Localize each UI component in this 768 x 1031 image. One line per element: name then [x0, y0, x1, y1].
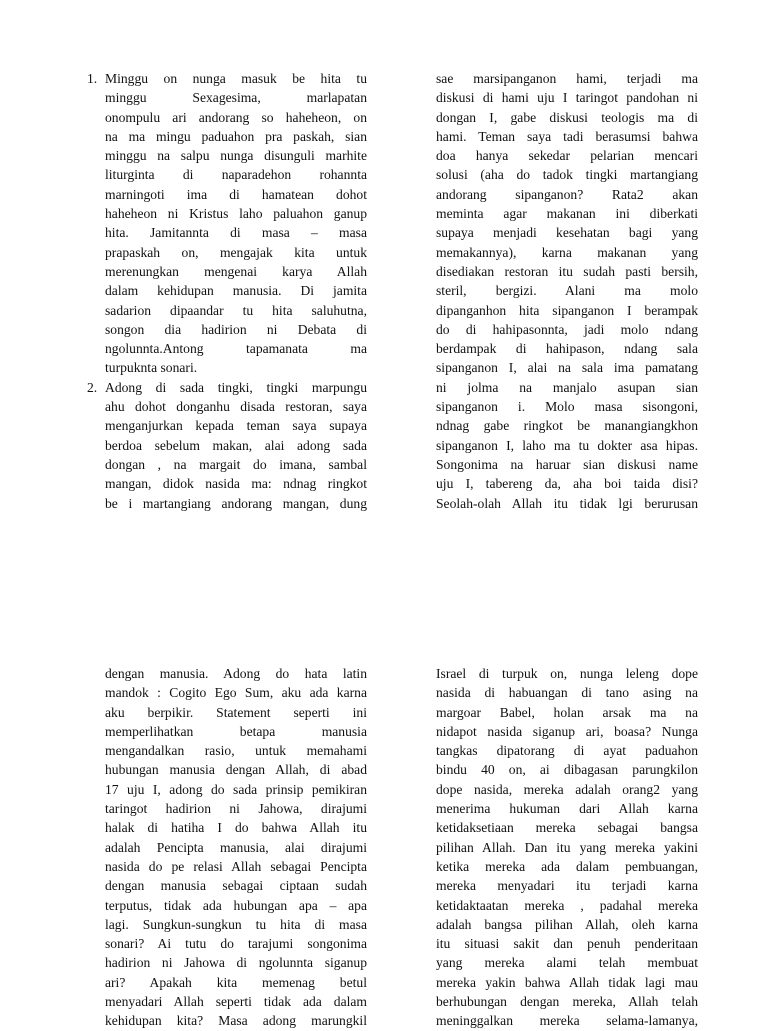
text-line: ndnag gabe ringkot be manangiangkhon — [436, 418, 698, 434]
text-line: meminta agar makanan ini diberkati — [436, 206, 698, 222]
text-line: dengan manusia. Adong do hata latin — [105, 666, 367, 681]
text-line: ahu dohot donganhu disada restoran, saya — [105, 399, 367, 415]
text-line: uju I, tabereng da, aha boi taida disi? — [436, 476, 698, 492]
text-line: turpuknta sonari. — [105, 360, 198, 376]
text-line: mereka menyadari itu terjadi karna — [436, 878, 698, 894]
text-line: minggu na salpu nunga disunguli marhite — [105, 148, 367, 164]
text-line: ni jolma na manjalo asupan sian — [436, 379, 698, 395]
text-line: meninggalkan mereka selama-lamanya, — [436, 1013, 698, 1029]
text-line: liturginta di naparadehon rohannta — [105, 167, 367, 183]
text-line: prapaskah on, mengajak kita untuk — [105, 244, 367, 260]
text-line: mengandalkan rasio, untuk memahami — [105, 743, 367, 759]
numbered-paragraph-2 — [87, 378, 367, 513]
text-line: nasida do pe relasi Allah sebagai Pencipta — [105, 858, 367, 874]
text-line: sipanganon i. Molo masa sisongoni, — [436, 399, 698, 415]
text-line: menyadari Allah seperti tidak ada dalam — [105, 994, 367, 1010]
text-line: doa hanya sekedar pelarian mencari — [436, 148, 698, 164]
text-line: sipanganon I, laho ma tu dokter asa hipas. — [436, 437, 698, 453]
text-line: nidapot nasida siganup ari, boasa? Nunga — [436, 723, 698, 739]
text-line: be i martangiang andorang mangan, dung — [105, 495, 367, 511]
text-line: na ma mingu paduahon pra paskah, sian — [105, 128, 367, 144]
text-line: solusi (aha do tadok tingki martangiang — [436, 167, 698, 183]
text-line: ari? Apakah kita memenag betul — [105, 974, 367, 990]
text-line: dipanganhon hita sipanganon I berampak — [436, 302, 698, 318]
text-line: Seolah-olah Allah itu tidak lgi berurusan — [436, 495, 698, 511]
text-line: Israel di turpuk on, nunga leleng dope — [436, 666, 698, 681]
text-line: minggu Sexagesima, marlapatan — [105, 90, 367, 106]
column-bottom-right — [436, 664, 698, 1031]
text-line: itu situasi sakit dan penuh penderitaan — [436, 936, 698, 952]
text-line: dongan I, gabe diskusi teologis ma di — [436, 109, 698, 125]
text-line: ketika mereka ada dalam pembuangan, — [436, 858, 698, 874]
text-line: hadirion ni Jahowa di ngolunnta siganup — [105, 955, 367, 971]
text-line: nasida di habuangan di tano asing na — [436, 685, 698, 701]
text-line: onompulu ari andorang so haheheon, on — [105, 109, 367, 125]
text-line: yang mereka alami telah membuat — [436, 955, 698, 971]
text-line: hubungan manusia dengan Allah, di abad — [105, 762, 367, 778]
text-line: diskusi di hami uju I taringot pandohan ni — [436, 90, 698, 106]
text-line: disediakan restoran itu sudah pasti bersih, — [436, 263, 698, 279]
text-line: sonari? Ai tutu do tarajumi songonima — [105, 936, 367, 952]
text-line: pilihan Allah. Dan itu yang mereka yakini — [436, 839, 698, 855]
text-line: margoar Babel, holan arsak ma na — [436, 704, 698, 720]
text-line: haheheon ni Kristus laho paluahon ganup — [105, 206, 367, 222]
column-top-right — [436, 69, 698, 513]
text-line: sipanganon I, alai na sala ima pamatang — [436, 360, 698, 376]
text-line: terputus, tidak ada hubungan apa – apa — [105, 897, 367, 913]
text-line: taringot hadirion ni Jahowa, dirajumi — [105, 801, 367, 817]
column-bottom-left — [105, 664, 367, 1031]
text-line: menerima hukuman dari Allah karna — [436, 801, 698, 817]
text-line: adalah bangsa pilihan Allah, oleh karna — [436, 916, 698, 932]
text-line: mangan, didok nasida ma: ndnag ringkot — [105, 476, 367, 492]
text-line: dengan manusia sebagai ciptaan sudah — [105, 878, 367, 894]
text-line: berhubungan dengan mereka, Allah telah — [436, 994, 698, 1010]
text-line: lagi. Sungkun-sungkun tu hita di masa — [105, 916, 367, 932]
text-line: steril, bergizi. Alani ma molo — [436, 283, 698, 299]
text-line: ketidaksetiaan mereka sebagai bangsa — [436, 820, 698, 836]
text-line: songon dia hadirion ni Debata di — [105, 321, 367, 337]
text-line: mereka yakin bahwa Allah tidak lagi mau — [436, 974, 698, 990]
text-line: berdoa sebelum makan, alai adong sada — [105, 437, 367, 453]
text-line: Adong di sada tingki, tingki marpungu — [105, 379, 367, 395]
text-line: ketidaktaatan mereka , padahal mereka — [436, 897, 698, 913]
text-line: adalah Pencipta manusia, alai dirajumi — [105, 839, 367, 855]
text-line: ngolunnta.Antong tapamanata ma — [105, 341, 367, 357]
text-line: memakannya), karna makanan yang — [436, 244, 698, 260]
text-line: halak di hatiha I do bahwa Allah itu — [105, 820, 367, 836]
text-line: Minggu on nunga masuk be hita tu — [105, 71, 367, 86]
text-line: marningoti ima di hamatean dohot — [105, 186, 367, 202]
text-line: kehidupan kita? Masa adong marungkil — [105, 1013, 367, 1029]
text-line: dope nasida, mereka adalah orang2 yang — [436, 781, 698, 797]
text-line: dongan , na margait do imana, sambal — [105, 456, 367, 472]
text-line: do di hahipasonnta, jadi molo ndang — [436, 321, 698, 337]
text-line: menganjurkan kepada teman saya supaya — [105, 418, 367, 434]
list-number: 2. — [87, 379, 98, 395]
text-line: mandok : Cogito Ego Sum, aku ada karna — [105, 685, 367, 701]
text-line: hita. Jamitannta di masa – masa — [105, 225, 367, 241]
text-line: supaya menjadi kesehatan bagi yang — [436, 225, 698, 241]
text-line: sae marsipanganon hami, terjadi ma — [436, 71, 698, 86]
text-line: berdampak di hahipason, ndang sala — [436, 341, 698, 357]
text-line: bindu 40 on, ai dibagasan parungkilon — [436, 762, 698, 778]
text-line: Songonima na haruar sian diskusi name — [436, 456, 698, 472]
numbered-paragraph-1 — [87, 69, 367, 378]
text-line: merenungkan mengenai karya Allah — [105, 263, 367, 279]
text-line: dalam kehidupan manusia. Di jamita — [105, 283, 367, 299]
text-line: tangkas dipatorang di ayat paduahon — [436, 743, 698, 759]
text-line: sadarion dipaandar tu hita saluhutna, — [105, 302, 367, 318]
text-line: 17 uju I, adong do sada prinsip pemikiran — [105, 781, 367, 797]
column-top-left — [87, 69, 367, 513]
text-line: memperlihatkan betapa manusia — [105, 723, 367, 739]
list-number: 1. — [87, 71, 98, 86]
text-line: aku berpikir. Statement seperti ini — [105, 704, 367, 720]
text-line: andorang sipanganon? Rata2 akan — [436, 186, 698, 202]
text-line: hami. Teman saya tadi berasumsi bahwa — [436, 128, 698, 144]
